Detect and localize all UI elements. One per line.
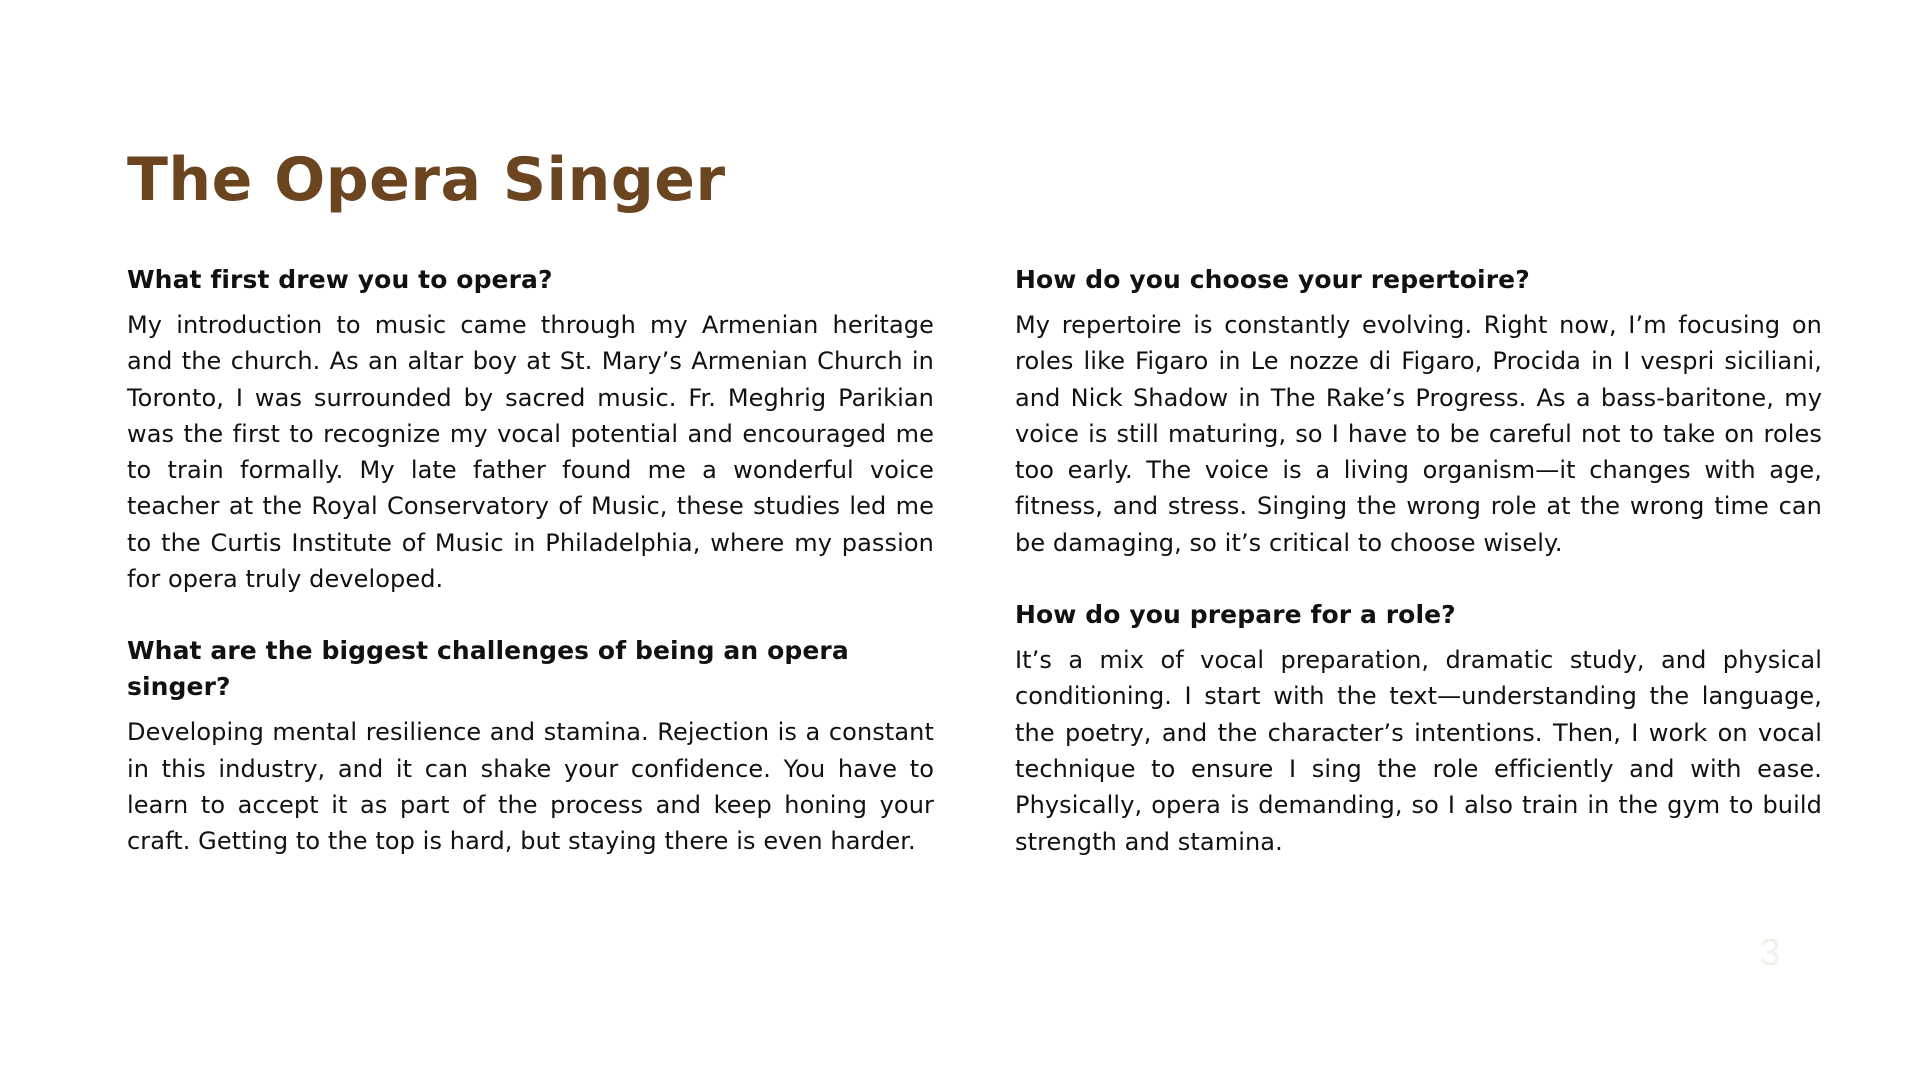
question-heading: What are the biggest challenges of being an opera singer?: [127, 636, 849, 702]
qa-block: [1015, 597, 1822, 860]
answer-paragraph: It’s a mix of vocal preparation, dramatic study, and physical conditioning. I start with the text—understanding the language, the poetry, and the character’s intentions. Then, I work on vocal technique to ensure I sing the role efficiently and with ease. Physically, opera is demanding, so I also train in the gym to build strength and stamina.: [1015, 646, 1822, 856]
qa-block: [127, 262, 934, 597]
answer-paragraph: My introduction to music came through my Armenian heritage and the church. As an altar boy at St. Mary’s Armenian Church in Toronto, I was surrounded by sacred music. Fr. Meghrig Parikian was the first to recognize my vocal potential and encouraged me to train formally. My late father found me a wonderful voice teacher at the Royal Conservatory of Music, these studies led me to the Curtis Institute of Music in Philadelphia, where my passion for opera truly developed.: [127, 311, 934, 594]
question-heading: How do you choose your repertoire?: [1015, 265, 1530, 294]
page-number: 3: [1759, 932, 1781, 974]
left-column: [127, 262, 934, 896]
qa-block: [127, 633, 934, 859]
page-title: The Opera Singer: [127, 145, 726, 215]
question-heading: How do you prepare for a role?: [1015, 600, 1456, 630]
right-column: [1015, 262, 1822, 896]
qa-block: [1015, 262, 1822, 561]
answer-paragraph: My repertoire is constantly evolving. Right now, I’m focusing on roles like Figaro in Le nozze di Figaro, Procida in I vespri siciliani, and Nick Shadow in The Rake’s Progress. As a bass-baritone, my voice is still maturing, so I have to be careful not to take on roles too early. The voice is a living organism—it changes with age, fitness, and stress. Singing the wrong role at the wrong time can be damaging, so it’s critical to choose wisely.: [1015, 311, 1822, 557]
question-heading: What first drew you to opera?: [127, 265, 553, 294]
answer-paragraph: Developing mental resilience and stamina. Rejection is a constant in this industry, and it can shake your confidence. You have to learn to accept it as part of the process and keep honing your craft. Getting to the top is hard, but staying there is even harder.: [127, 718, 934, 856]
